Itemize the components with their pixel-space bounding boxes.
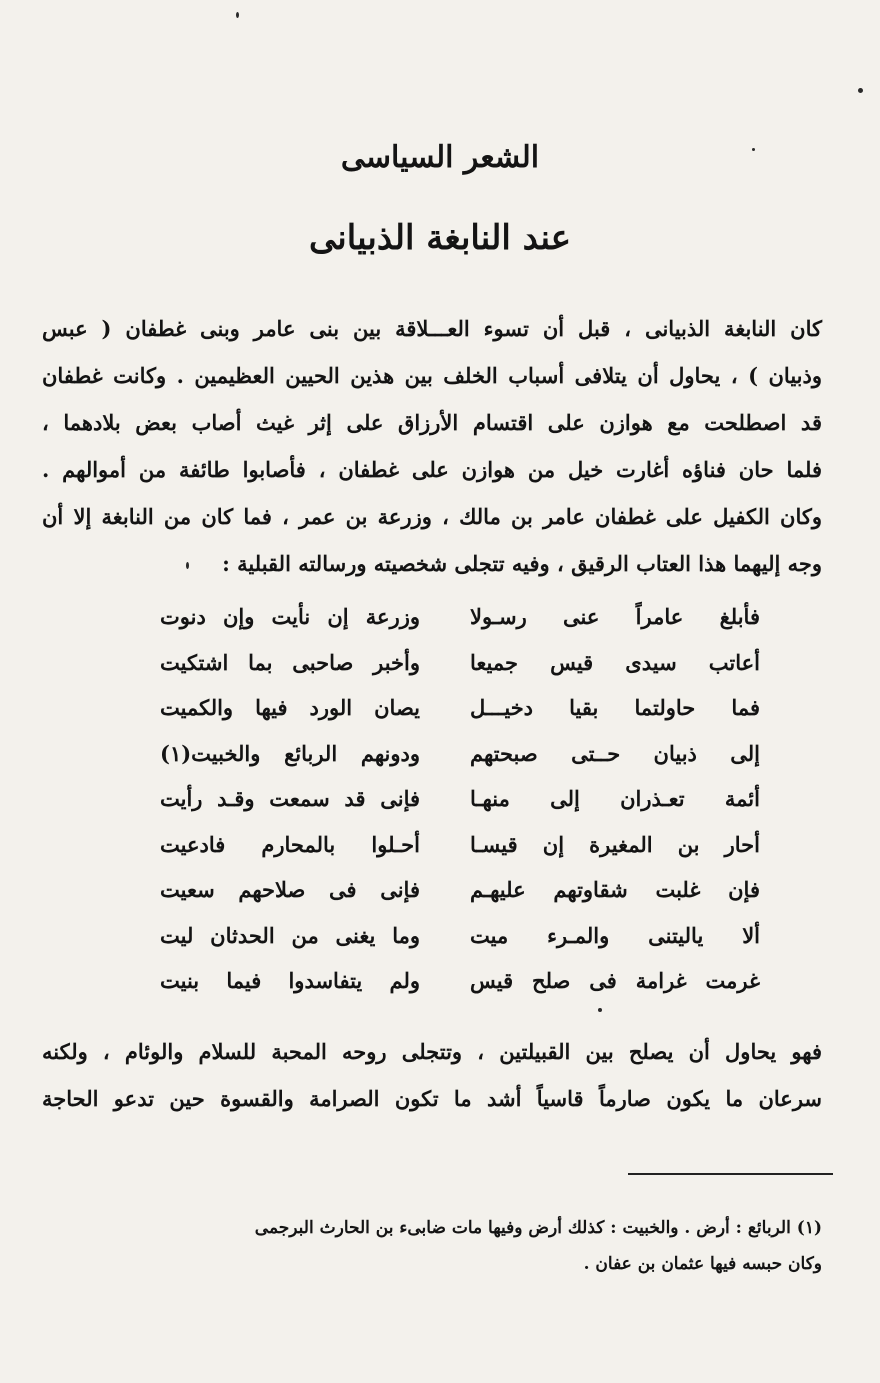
- poem-verse: [0, 832, 880, 878]
- poem-verse: [0, 968, 880, 1014]
- scan-speck: [752, 148, 755, 151]
- chapter-title: الشعر السياسى: [340, 140, 540, 175]
- scan-speck: [236, 12, 239, 18]
- verse-second-hemistich: فإنى فى صلاحهم سعيت: [160, 877, 420, 902]
- scan-speck: [598, 1008, 602, 1012]
- scan-speck: [186, 562, 189, 569]
- footnote-divider: [628, 1173, 833, 1175]
- footnote: [42, 1210, 822, 1282]
- poem-verse: [0, 786, 880, 832]
- chapter-subtitle: عند النابغة الذبيانى: [308, 218, 572, 258]
- verse-second-hemistich: وزرعة إن نأيت وإن دنوت: [160, 604, 420, 629]
- poem-verse: [0, 923, 880, 969]
- verse-first-hemistich: أئمة تعـذران إلى منهـا: [470, 786, 760, 811]
- text-line: فهو يحاول أن يصلح بين القبيلتين ، وتتجلى روحه المحبة للسلام والوئام ، ولكنه: [42, 1039, 822, 1064]
- footnote-line: (١) الربائع : أرض . والخبيت : كذلك أرض وفيها مات ضابىء بن الحارث البرجمى: [254, 1218, 822, 1238]
- poem-verse: [0, 877, 880, 923]
- verse-second-hemistich: يصان الورد فيها والكميت: [160, 695, 420, 720]
- poem-verse: [0, 604, 880, 650]
- text-line: كان النابغة الذبيانى ، قبل أن تسوء العـــلاقة بين بنى عامر وبنى غطفان ( عبس: [42, 316, 822, 341]
- text-line: قد اصطلحت مع هوازن على اقتسام الأرزاق على إثر غيث أصاب بعض بلادهما ،: [42, 410, 822, 435]
- verse-first-hemistich: فإن غلبت شقاوتهم عليهـم: [470, 877, 760, 902]
- footnote-line: وكان حبسه فيها عثمان بن عفان .: [583, 1254, 822, 1274]
- verse-first-hemistich: أعاتب سيدى قيس جميعا: [470, 649, 760, 675]
- text-line: فلما حان فناؤه أغارت خيل من هوازن على غطفان ، فأصابوا طائفة من أموالهم .: [42, 457, 822, 482]
- poem-verse: [0, 741, 880, 787]
- verse-first-hemistich: ألا ياليتنى والمـرء ميت: [470, 922, 760, 948]
- text-line: وذبيان ) ، يحاول أن يتلافى أسباب الخلف بين هذين الحيين العظيمين . وكانت غطفان: [42, 363, 822, 388]
- poem: [0, 604, 880, 1014]
- text-line: وكان الكفيل على غطفان عامر بن مالك ، وزرعة بن عمر ، فما كان من النابغة إلا أن: [42, 504, 822, 529]
- verse-first-hemistich: أحار بن المغيرة إن قيسـا: [470, 831, 760, 857]
- verse-first-hemistich: غرمت غرامة فى صلح قيس: [470, 968, 760, 993]
- verse-second-hemistich: ودونهم الربائع والخبيت(١): [160, 740, 420, 766]
- verse-second-hemistich: فإنى قد سمعت وقـد رأيت: [160, 786, 420, 811]
- text-line: وجه إليهما هذا العتاب الرقيق ، وفيه تتجلى شخصيته ورسالته القبلية :: [222, 551, 822, 576]
- verse-first-hemistich: فأبلغ عامراً عنى رسـولا: [470, 604, 760, 629]
- scan-speck: [858, 88, 863, 93]
- verse-second-hemistich: أحـلوا بالمحارم فادعيت: [160, 831, 420, 857]
- verse-second-hemistich: وأخبر صاحبى بما اشتكيت: [160, 649, 420, 675]
- poem-verse: [0, 695, 880, 741]
- text-line: سرعان ما يكون صارماً قاسياً أشد ما تكون الصرامة والقسوة حين تدعو الحاجة: [42, 1086, 822, 1111]
- verse-second-hemistich: وما يغنى من الحدثان ليت: [160, 922, 420, 948]
- closing-paragraph: [42, 1028, 822, 1122]
- verse-first-hemistich: فما حاولتما بقيا دخيـــل: [470, 695, 760, 720]
- verse-second-hemistich: ولم يتفاسدوا فيما بنيت: [160, 968, 420, 993]
- poem-verse: [0, 650, 880, 696]
- verse-first-hemistich: إلى ذبيان حــتى صبحتهم: [470, 740, 760, 766]
- intro-paragraph: [42, 305, 822, 587]
